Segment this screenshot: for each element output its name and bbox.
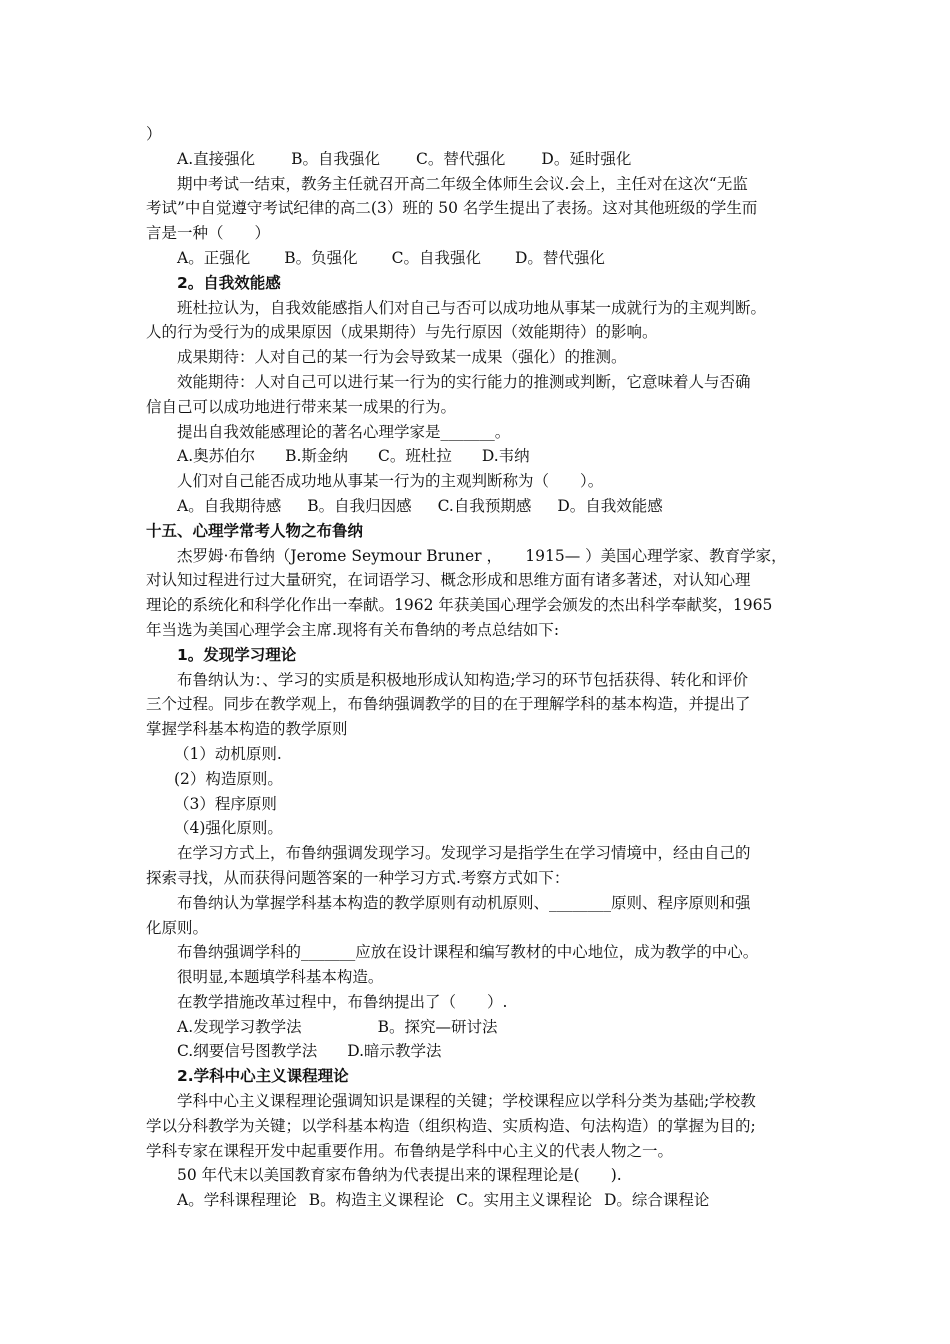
text-line: 人的行为受行为的成果原因（成果期待）与先行原因（效能期待）的影响。 xyxy=(146,323,658,342)
text-line: 学科专家在课程开发中起重要作用。布鲁纳是学科中心主义的代表人物之一。 xyxy=(146,1141,674,1160)
options-line xyxy=(146,246,818,271)
option-a: A。自我期待感 xyxy=(177,496,282,515)
option-a: A.直接强化 xyxy=(177,149,256,168)
options-line xyxy=(146,1015,818,1040)
list-item: （3）程序原则 xyxy=(174,794,277,813)
text-line: 提出自我效能感理论的著名心理学家是_______。 xyxy=(177,422,511,441)
options-line xyxy=(146,147,818,172)
option-d: D。延时强化 xyxy=(541,149,632,168)
text-line: 学科中心主义课程理论强调知识是课程的关键；学校课程应以学科分类为基础;学校教 xyxy=(177,1092,756,1111)
option-b: B。自我归因感 xyxy=(307,496,412,515)
section-heading: 1。发现学习理论 xyxy=(177,645,297,664)
text-line: 理论的系统化和科学化作出一奉献。1962 年获美国心理学会颁发的杰出科学奉献奖，1965 xyxy=(146,596,773,615)
text-line: 在学习方式上，布鲁纳强调发现学习。发现学习是指学生在学习情境中，经由自己的 xyxy=(177,844,751,863)
text-line: 化原则。 xyxy=(146,918,209,937)
text-line: 信自己可以成功地进行带来某一成果的行为。 xyxy=(146,397,457,416)
option-b: B。负强化 xyxy=(284,248,358,267)
text-line: 期中考试一结束，教务主任就召开高二年级全体师生会议.会上，主任对在这次“无监 xyxy=(177,174,748,193)
text-line: 杰罗姆·布鲁纳（Jerome Seymour Bruner ， 1915— ）美国心理学家、教育学家， xyxy=(177,546,787,565)
chapter-heading: 十五、心理学常考人物之布鲁纳 xyxy=(146,521,364,540)
text-line: 考试”中自觉遵守考试纪律的高二(3）班的 50 名学生提出了表扬。这对其他班级的学生而 xyxy=(146,199,758,218)
option-c: C.纲要信号图教学法 xyxy=(177,1042,318,1061)
option-a: A.发现学习教学法 xyxy=(177,1017,302,1036)
option-a: A。正强化 xyxy=(177,248,251,267)
list-item: （4)强化原则。 xyxy=(174,819,283,838)
option-a: A.奥苏伯尔 xyxy=(177,447,256,466)
section-heading: 2.学科中心主义课程理论 xyxy=(177,1067,349,1086)
text-line: ） xyxy=(146,125,162,143)
text-line: 成果期待：人对自己的某一行为会导致某一成果（强化）的推测。 xyxy=(177,348,627,367)
text-line: 言是一种（ ） xyxy=(146,224,271,243)
option-c: C。替代强化 xyxy=(416,149,506,168)
option-d: D。综合课程论 xyxy=(603,1191,710,1210)
options-line xyxy=(146,444,818,469)
option-c: C。实用主义课程论 xyxy=(456,1191,592,1210)
option-c: C。自我强化 xyxy=(391,248,481,267)
text-line: 班杜拉认为，自我效能感指人们对自己与否可以成功地从事某一成就行为的主观判断。 xyxy=(177,298,767,317)
options-line xyxy=(146,1039,818,1064)
text-line: 布鲁纳认为：、学习的实质是积极地形成认知构造;学习的环节包括获得、转化和评价 xyxy=(177,670,748,689)
text-line: 对认知过程进行过大量研究，在词语学习、概念形成和思维方面有诸多著述，对认知心理 xyxy=(146,571,751,590)
list-item: (2）构造原则。 xyxy=(174,769,283,788)
text-line: 探索寻找，从而获得问题答案的一种学习方式.考察方式如下： xyxy=(146,868,570,887)
options-line xyxy=(146,494,818,519)
text-line: 50 年代末以美国教育家布鲁纳为代表提出来的课程理论是( ). xyxy=(177,1166,622,1185)
option-b: B。自我强化 xyxy=(291,149,381,168)
text-line: 人们对自己能否成功地从事某一行为的主观判断称为（ ）。 xyxy=(177,472,604,491)
list-item: （1）动机原则. xyxy=(174,744,282,763)
option-b: B.斯金纳 xyxy=(285,447,348,466)
text-line: 布鲁纳强调学科的_______应放在设计课程和编写教材的中心地位，成为教学的中心。 xyxy=(177,943,759,962)
option-d: D。自我效能感 xyxy=(557,496,663,515)
option-a: A。学科课程理论 xyxy=(177,1191,297,1210)
text-line: 布鲁纳认为掌握学科基本构造的教学原则有动机原则、________原则、程序原则和强 xyxy=(177,893,751,912)
option-b: B。探究—研讨法 xyxy=(377,1017,498,1036)
document-page xyxy=(146,122,818,1213)
option-d: D.韦纳 xyxy=(481,447,530,466)
text-line: 在教学措施改革过程中，布鲁纳提出了（ ）. xyxy=(177,992,508,1011)
option-d: D。替代强化 xyxy=(514,248,605,267)
text-line: 很明显,本题填学科基本构造。 xyxy=(177,968,384,987)
option-c: C。班杜拉 xyxy=(377,447,452,466)
options-line xyxy=(146,1188,818,1213)
text-line: 学以分科教学为关键；以学科基本构造（组织构造、实质构造、句法构造）的掌握为目的; xyxy=(146,1116,756,1135)
option-d: D.暗示教学法 xyxy=(347,1042,442,1061)
text-line: 掌握学科基本构造的教学原则 xyxy=(146,720,348,739)
text-line: 三个过程。同步在教学观上，布鲁纳强调教学的目的在于理解学科的基本构造，并提出了 xyxy=(146,695,751,714)
section-heading: 2。自我效能感 xyxy=(177,273,281,292)
option-b: B。构造主义课程论 xyxy=(308,1191,445,1210)
text-line: 年当选为美国心理学会主席.现将有关布鲁纳的考点总结如下: xyxy=(146,620,560,639)
option-c: C.自我预期感 xyxy=(437,496,532,515)
text-line: 效能期待：人对自己可以进行某一行为的实行能力的推测或判断，它意味着人与否确 xyxy=(177,372,751,391)
